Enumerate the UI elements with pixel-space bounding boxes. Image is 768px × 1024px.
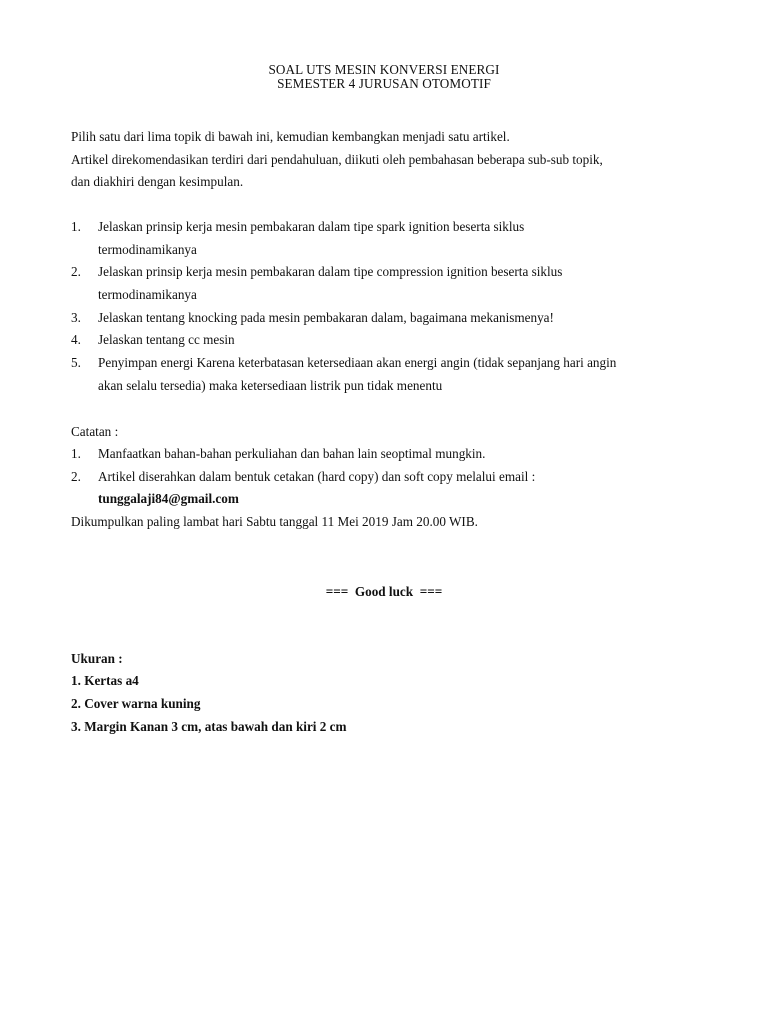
topic-number: 5.: [71, 355, 81, 370]
topic-number: 4.: [71, 332, 81, 347]
document-title-line-1: SOAL UTS MESIN KONVERSI ENERGI: [268, 62, 500, 77]
contact-email: tunggalaji84@gmail.com: [98, 491, 239, 506]
topic-text: Jelaskan prinsip kerja mesin pembakaran dalam tipe spark ignition beserta siklus: [98, 219, 525, 234]
note-number: 1.: [71, 446, 81, 461]
notes-heading: Catatan :: [71, 424, 119, 439]
good-luck-line: === Good luck ===: [325, 584, 443, 599]
intro-line-3: dan diakhiri dengan kesimpulan.: [71, 174, 244, 189]
topic-text-continued: termodinamikanya: [98, 287, 197, 302]
size-item: 3. Margin Kanan 3 cm, atas bawah dan kiri 2 cm: [71, 719, 347, 734]
topic-text-continued: akan selalu tersedia) maka ketersediaan listrik pun tidak menentu: [98, 378, 443, 393]
size-item: 1. Kertas a4: [71, 673, 139, 688]
note-number: 2.: [71, 469, 81, 484]
document-title-line-2: SEMESTER 4 JURUSAN OTOMOTIF: [277, 76, 491, 91]
topic-number: 2.: [71, 264, 81, 279]
size-item: 2. Cover warna kuning: [71, 696, 201, 711]
note-text: Artikel diserahkan dalam bentuk cetakan (hard copy) dan soft copy melalui email :: [98, 469, 536, 484]
topic-text: Jelaskan prinsip kerja mesin pembakaran dalam tipe compression ignition beserta siklus: [98, 264, 563, 279]
deadline-text: Dikumpulkan paling lambat hari Sabtu tanggal 11 Mei 2019 Jam 20.00 WIB.: [71, 514, 478, 529]
intro-line-2: Artikel direkomendasikan terdiri dari pendahuluan, diikuti oleh pembahasan beberapa sub-sub topik,: [71, 152, 603, 167]
note-text: Manfaatkan bahan-bahan perkuliahan dan bahan lain seoptimal mungkin.: [98, 446, 486, 461]
topic-text: Penyimpan energi Karena keterbatasan ketersediaan akan energi angin (tidak sepanjang hari angin: [98, 355, 617, 370]
topic-number: 1.: [71, 219, 81, 234]
topic-text: Jelaskan tentang cc mesin: [98, 332, 235, 347]
intro-line-1: Pilih satu dari lima topik di bawah ini, kemudian kembangkan menjadi satu artikel.: [71, 129, 510, 144]
topic-text: Jelaskan tentang knocking pada mesin pembakaran dalam, bagaimana mekanismenya!: [98, 310, 554, 325]
size-heading: Ukuran :: [71, 651, 123, 666]
topic-text-continued: termodinamikanya: [98, 242, 197, 257]
topic-number: 3.: [71, 310, 81, 325]
